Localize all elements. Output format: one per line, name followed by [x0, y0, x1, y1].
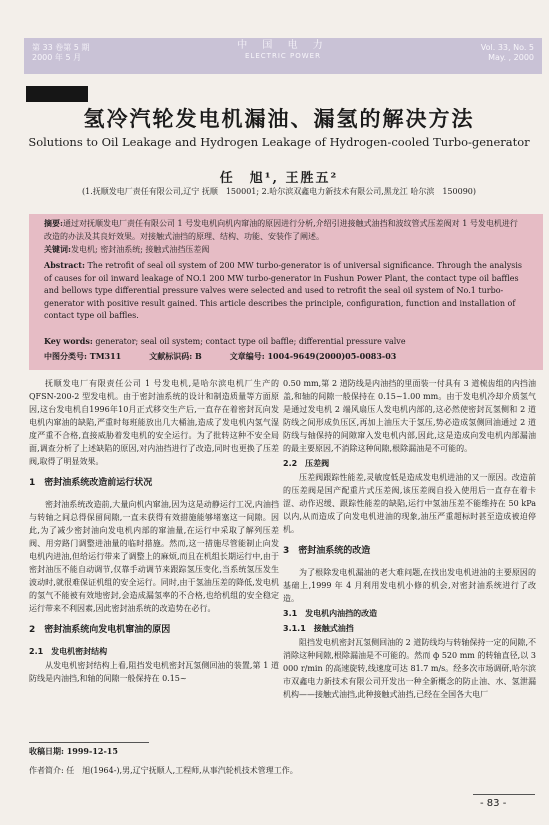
keywords-cn-text: 发电机; 密封油系统; 接触式油挡压差阀	[70, 245, 210, 254]
keywords-en-text: generator; seal oil system; contact type oil baffle; differential pressure valve	[95, 337, 406, 346]
keywords-en-label: Key words:	[44, 336, 93, 346]
journal-name-cn: 中 国 电 力	[237, 40, 329, 51]
header-date-line-en: May. , 2000	[488, 53, 534, 62]
section-1-paragraph: 密封油系统改造前,大量向机内窜油,因为这是动静运行工况,内油挡与转轴之间总得保留间隙,一直未获得有效措施能够堵塞这一间隙。因此,为了减少密封油向发电机内部的窜油量,在运行中采取了解列压差阀、用旁路门调整进油量的临时措施。然而,这一措施尽管能制止向发电机内进油,但给运行带来了调整上的麻烦,而且在机组长期运行中,由于密封油压不能自动调节,仅靠手动调节来跟踪氢压变化,当系统氢压发生波动时,就很难保证机组的安全运行。同时,由于氢油压差的降低,发电机的氢气不能被有效地密封,会造成漏氢率的不合格,也给机组的安全稳定运行带来不利因素,因此密封油系统的改造势在必行。	[29, 500, 279, 613]
received-date: 收稿日期: 1999-12-15	[29, 746, 118, 756]
header-volume-line-en: Vol. 33, No. 5	[480, 43, 534, 52]
category-tag	[26, 86, 88, 102]
abstract-en	[44, 259, 524, 323]
section-2-heading: 2 密封油系统向发电机窜油的原因	[29, 625, 171, 635]
document-code: 文献标识码: B	[149, 351, 202, 361]
article-title-en: Solutions to Oil Leakage and Hydrogen Leakage of Hydrogen-cooled Turbo-generator	[28, 135, 530, 149]
section-2-2-paragraph: 压差阀跟踪性能差,灵敏度低是造成发电机进油的又一原因。改造前的压差阀是国产配重片式压差阀,该压差阀自投入使用后一直存在着卡涩、动作迟缓、跟踪性能差的缺陷,运行中氢油压差不能维持在 50 kPa 以内,从而造成了向发电机进油的现象,油压严重超标时甚至造成被迫停机。	[283, 473, 536, 534]
section-2-1-paragraph: 从发电机密封结构上看,阻挡发电机密封瓦氢侧回油的装置,第 1 道防线是内油挡,和轴的间隙一般保持在 0.15~	[29, 661, 279, 683]
keywords-cn	[44, 243, 524, 257]
section-3-1-1-heading: 3.1.1 接触式油挡	[283, 624, 354, 633]
abstract-cn-label: 摘要:	[44, 218, 63, 228]
section-2-1-heading: 2.1 发电机密封结构	[29, 647, 108, 656]
section-1-heading: 1 密封油系统改造前运行状况	[29, 478, 153, 488]
abstract-cn	[44, 217, 524, 243]
journal-name-en: ELECTRIC POWER	[245, 52, 321, 60]
section-2-2-heading: 2.2 压差阀	[283, 459, 330, 468]
classification-line	[44, 350, 524, 364]
author-bio: 作者简介: 任 旭(1964-),男,辽宁抚顺人,工程师,从事汽轮机技术管理工作。	[29, 766, 298, 775]
header-volume-line: 第 33 卷第 5 期	[32, 43, 90, 52]
article-title: 氢冷汽轮发电机漏油、漏氢的解决方法	[83, 106, 475, 131]
journal-header-band	[24, 38, 542, 74]
page-number-rule	[473, 794, 535, 795]
body-column-right	[283, 377, 536, 701]
author-affiliation: (1.抚顺发电厂责任有限公司,辽宁 抚顺 150001; 2.哈尔滨双鑫电力新技术有限公司,黑龙江 哈尔滨 150090)	[82, 187, 476, 196]
body-column-left	[29, 377, 279, 685]
abstract-en-label: Abstract:	[44, 260, 85, 270]
intro-paragraph: 抚顺发电厂有限责任公司 1 号发电机,是哈尔滨电机厂生产的 QFSN-200-2 型发电机。由于密封油系统的设计和制造质量等方面原因,这台发电机自1996年10月正式移交生产后,一直存在着密封瓦向发电机内窜油的缺陷,严重时每班能放出几大桶油,造成了发电机内氢气湿度严重不合格,直接威胁着发电机的安全运行。为了批转这种不安全局面,调查分析了上述缺陷的原因,对内油挡进行了改造,同时也更换了压差阀,取得了明显效果。	[29, 379, 279, 466]
section-3-paragraph: 为了根除发电机漏油的老大难问题,在找出发电机进油的主要原因的基础上,1999 年 4 月利用发电机小修的机会,对密封油系统进行了改造。	[283, 568, 536, 603]
header-volume-info-en	[481, 43, 534, 63]
footnote-rule	[29, 742, 149, 743]
section-3-heading: 3 密封油系统的改造	[283, 546, 371, 556]
continued-paragraph: 0.50 mm,第 2 道防线是内油挡的里面装一付具有 3 道梳齿组的内挡油盖,和轴的间隙一般保持在 0.15~1.00 mm。由于发电机冷却介质氢气是通过发电机 2 端风扇压人发电机内部的,这必然使密封瓦氢侧和 2 道防线之间形成负压区,再加上油压大于氢压,势必造成氢侧回油通过 2 道防线与轴保持的间隙窜入发电机内部,因此,这是造成向发电机内部漏油的最主要原因,不消除这种间隙,根除漏油是不可能的。	[283, 379, 536, 453]
article-number: 文章编号: 1004-9649(2000)05-0083-03	[229, 351, 397, 361]
header-date-line: 2000 年 5 月	[32, 53, 82, 62]
page-number: - 83 -	[480, 798, 507, 809]
article-authors: 任 旭¹, 王胜五²	[219, 171, 339, 186]
section-3-1-1-paragraph: 阻挡发电机密封瓦氢侧回油的 2 道防线均与转轴保持一定的间隙,不消除这种间隙,根除漏油是不可能的。然而 ф 520 mm 的转轴直径,以 3 000 r/min 的高速旋转,线速度可达 81.7 m/s。经多次市场调研,哈尔滨市双鑫电力新技术有限公司开发出一种全新概念的防止油、水、氢泄漏机构——接触式油挡,此种接触式油挡,已经在全国各大电厂	[283, 638, 536, 699]
section-3-1-heading: 3.1 发电机内油挡的改造	[283, 609, 378, 618]
abstract-en-text: The retrofit of seal oil system of 200 MW turbo-generator is of universal significance. Through the analysis of causes for oil inward leakage of NO.1 200 MW turbo-generator in Fushun Power Plant, the contact type oil baffles and bellows type differential pressure valves were selected and used to retrofit the seal oil system of No.1 turbo-generator with positive result gained. This article describes the principle, configuration, function and installation of contact type oil baffles.	[44, 261, 522, 321]
abstract-cn-text: 通过对抚顺发电厂责任有限公司 1 号发电机向机内窜油的原因进行分析,介绍引进接触式油挡和波纹管式压差阀对 1 号发电机进行改造的办法及其良好效果。对接触式油挡的原理、结构、功能、安装作了阐述。	[44, 219, 518, 241]
header-journal-name	[24, 41, 542, 61]
keywords-cn-label: 关键词:	[44, 244, 71, 254]
keywords-en	[44, 335, 524, 349]
class-number: 中图分类号: TM311	[44, 351, 122, 361]
